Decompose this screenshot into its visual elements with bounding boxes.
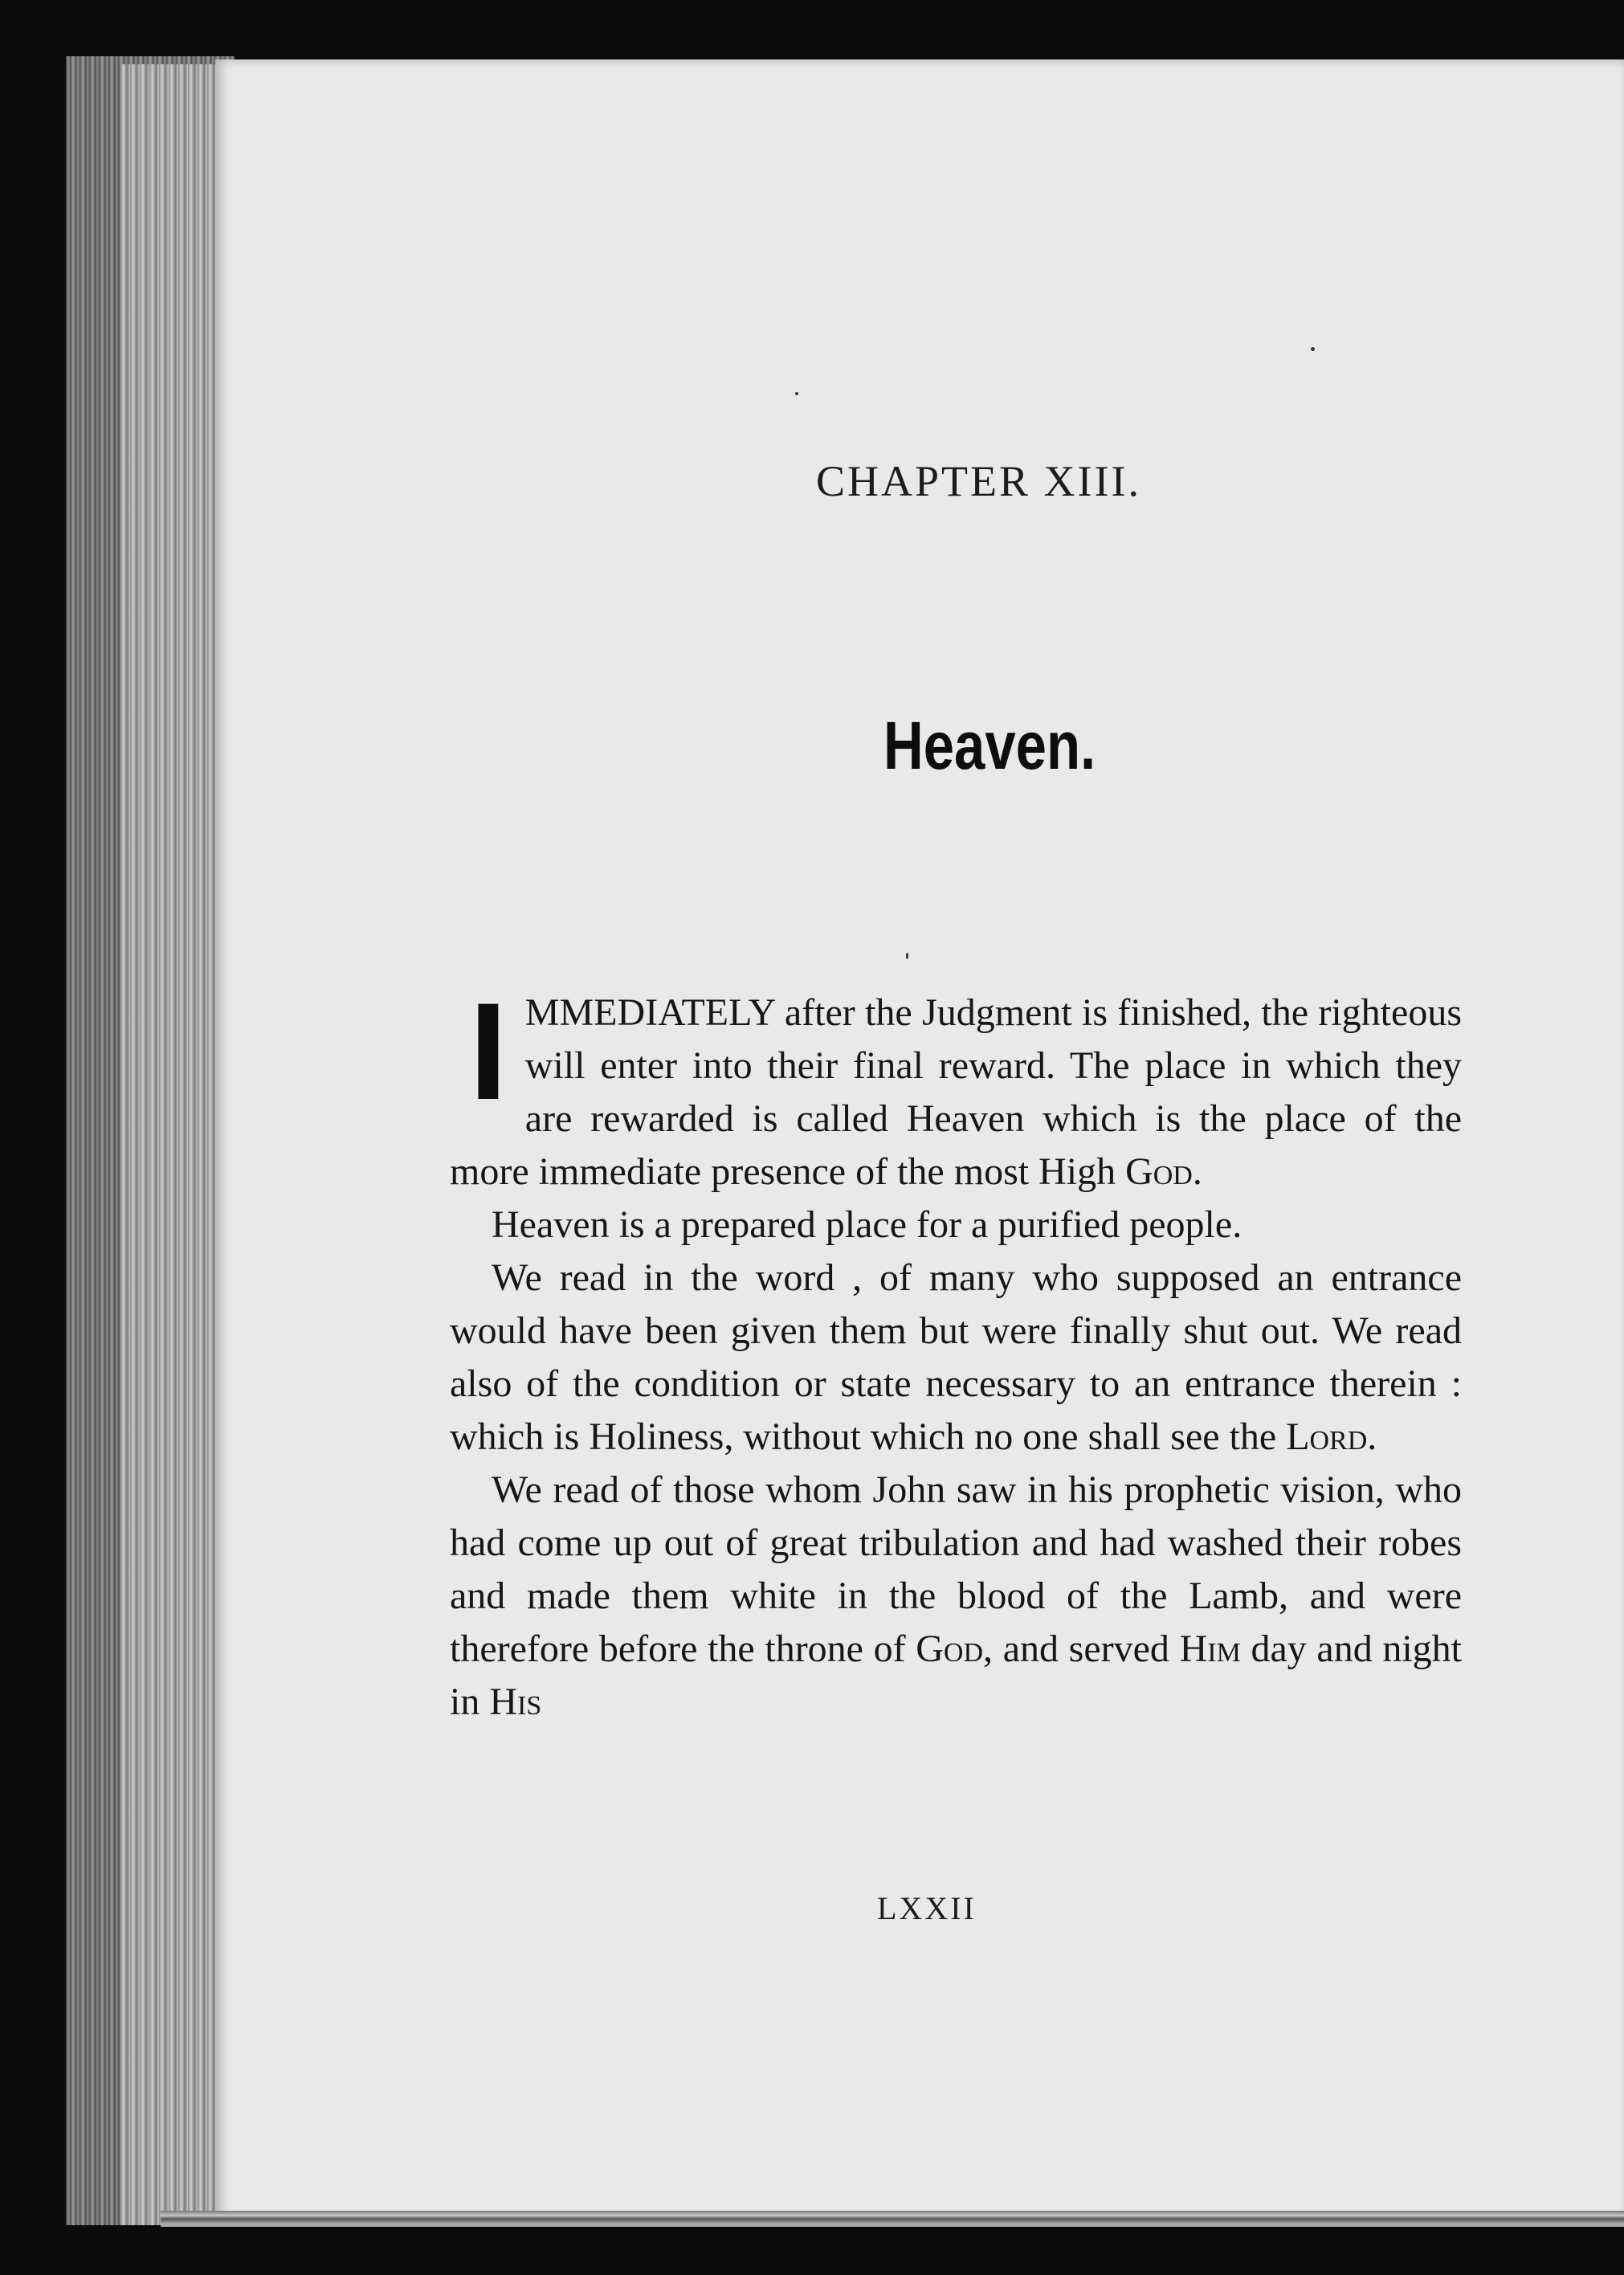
small-caps-word: God — [1125, 1150, 1193, 1193]
page-stack-edge — [120, 64, 217, 2225]
paragraph-2 — [450, 1199, 1462, 1252]
small-caps-word: His — [489, 1681, 542, 1723]
lead-word: MMEDIATELY — [524, 991, 775, 1034]
paragraph-text: We read of those whom John saw in his prophetic vision, who had come up out of great tribulation and had washed their robes and made them white in the blood of the Lamb, and were therefore before the throne of — [450, 1468, 1462, 1670]
chapter-title: Heaven. — [883, 708, 1096, 783]
paper-speck — [906, 953, 908, 959]
small-caps-word: Him — [1179, 1628, 1241, 1670]
small-caps-word: God — [916, 1628, 984, 1670]
paper-speck — [1311, 347, 1315, 351]
chapter-heading: CHAPTER XIII. — [816, 457, 1141, 505]
paragraph-1 — [450, 974, 1462, 1199]
paragraph-tail: . — [1192, 1150, 1202, 1193]
paragraph-3 — [450, 1252, 1462, 1464]
paragraph-4 — [450, 1464, 1462, 1729]
paragraph-text: Heaven is a prepared place for a purified people. — [492, 1203, 1242, 1246]
paragraph-tail: day and night in — [450, 1628, 1463, 1723]
paragraph-text: after the Judgment is finished, the righteous will enter into their final reward. The place in which they are rewarded is called Heaven which is the place of the more immediate presence of the most High — [450, 991, 1462, 1193]
page-folio: LXXII — [877, 1890, 977, 1926]
small-caps-word: Lord — [1286, 1415, 1368, 1458]
paper-speck — [795, 392, 798, 395]
chapter-body — [450, 974, 1463, 1729]
paragraph-text: We read in the word , of many who supposed an entrance would have been given them but were finally shut out. We read also of the condition or state necessary to an entrance therein : which is Holiness, without which no one shall see the — [450, 1256, 1462, 1458]
drop-cap: I — [469, 974, 508, 1129]
book-bottom-edge — [161, 2211, 1624, 2227]
paragraph-tail: . — [1367, 1415, 1377, 1458]
paragraph-mid: , and served — [983, 1628, 1180, 1670]
